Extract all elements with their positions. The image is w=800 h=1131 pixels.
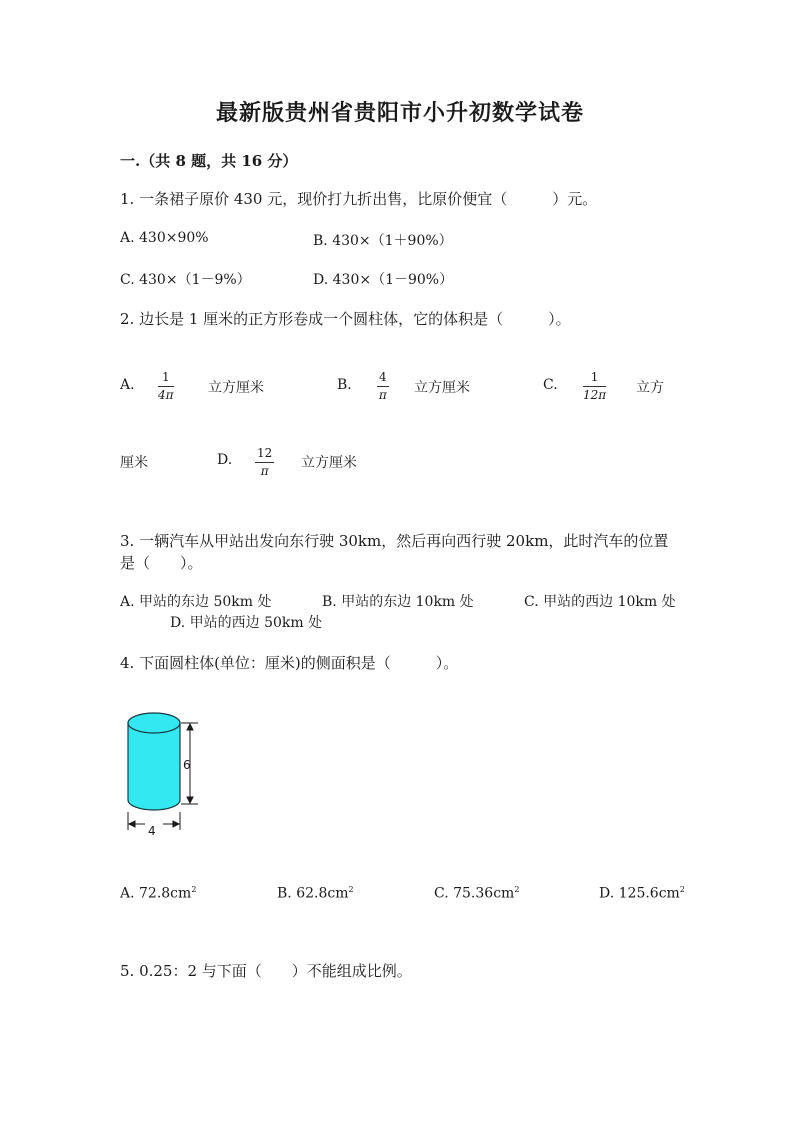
fraction-numerator: 1 — [590, 370, 599, 384]
question-2-option-c-label[interactable]: C. — [543, 377, 558, 393]
cylinder-body — [128, 713, 180, 810]
question-2-text: 2. 边长是 1 厘米的正方形卷成一个圆柱体，它的体积是（ ）。 — [120, 310, 571, 328]
question-2-option-b-unit: 立方厘米 — [414, 380, 470, 396]
question-1-option-a[interactable]: A. 430×90% — [120, 230, 209, 246]
question-4-option-d[interactable] — [599, 885, 685, 902]
question-2-option-d-fraction — [255, 446, 274, 479]
question-3-text-line1: 3. 一辆汽车从甲站出发向东行驶 30km，然后再向西行驶 20km，此时汽车的位置 — [120, 532, 669, 550]
question-2-option-c-unit-part2: 厘米 — [120, 455, 148, 471]
question-4-option-b[interactable] — [277, 885, 354, 902]
section-heading: 一.（共 8 题，共 16 分） — [120, 152, 298, 170]
question-1-text: 1. 一条裙子原价 430 元，现价打九折出售，比原价便宜（ ）元。 — [120, 190, 598, 208]
question-2-option-b-label[interactable]: B. — [337, 377, 352, 393]
height-label: 6 — [183, 758, 191, 772]
cylinder-figure — [118, 700, 208, 842]
fraction-bar — [583, 386, 606, 387]
option-text: D. 125.6cm — [599, 885, 680, 902]
question-3-option-b[interactable]: B. 甲站的东边 10km 处 — [322, 594, 474, 610]
question-4-text: 4. 下面圆柱体(单位：厘米)的侧面积是（ ）。 — [120, 654, 459, 672]
question-3-option-a[interactable]: A. 甲站的东边 50km 处 — [120, 594, 272, 610]
question-2-option-a-unit: 立方厘米 — [208, 380, 264, 396]
fraction-bar — [158, 386, 174, 387]
fraction-bar — [255, 462, 274, 463]
question-5-text: 5. 0.25：2 与下面（ ）不能组成比例。 — [120, 962, 412, 980]
question-2-option-d-label[interactable]: D. — [217, 452, 233, 468]
question-2-option-a-fraction — [158, 370, 174, 403]
fraction-denominator: 4π — [158, 388, 174, 402]
question-2-option-a-label[interactable]: A. — [120, 377, 135, 393]
option-text: C. 75.36cm — [434, 885, 515, 902]
fraction-denominator: π — [378, 388, 387, 402]
unit-superscript: 2 — [679, 885, 685, 894]
fraction-denominator: 12π — [583, 388, 607, 402]
question-2-option-c-fraction — [583, 370, 606, 403]
question-2-option-b-fraction — [377, 370, 389, 403]
option-text: B. 62.8cm — [277, 885, 349, 902]
unit-superscript: 2 — [514, 885, 520, 894]
question-3-text-line2: 是（ ）。 — [120, 554, 203, 572]
unit-superscript: 2 — [191, 885, 197, 894]
page-title: 最新版贵州省贵阳市小升初数学试卷 — [215, 100, 584, 126]
fraction-numerator: 12 — [257, 446, 273, 460]
question-3-option-d[interactable]: D. 甲站的西边 50km 处 — [170, 615, 323, 631]
question-1-option-b[interactable]: B. 430×（1＋90%） — [313, 233, 453, 249]
fraction-numerator: 4 — [379, 370, 387, 384]
question-1-option-d[interactable]: D. 430×（1－90%） — [313, 272, 454, 288]
question-1-option-c[interactable]: C. 430×（1－9%） — [120, 272, 251, 288]
fraction-bar — [377, 386, 389, 387]
question-4-option-a[interactable] — [120, 885, 196, 902]
fraction-numerator: 1 — [161, 370, 170, 384]
question-4-option-c[interactable] — [434, 885, 519, 902]
option-text: A. 72.8cm — [120, 885, 192, 902]
question-2-option-d-unit: 立方厘米 — [301, 455, 357, 471]
question-2-option-c-unit-part1: 立方 — [636, 380, 664, 396]
diameter-label: 4 — [148, 824, 156, 838]
question-3-option-c[interactable]: C. 甲站的西边 10km 处 — [524, 594, 676, 610]
unit-superscript: 2 — [348, 885, 354, 894]
fraction-denominator: π — [260, 464, 269, 478]
